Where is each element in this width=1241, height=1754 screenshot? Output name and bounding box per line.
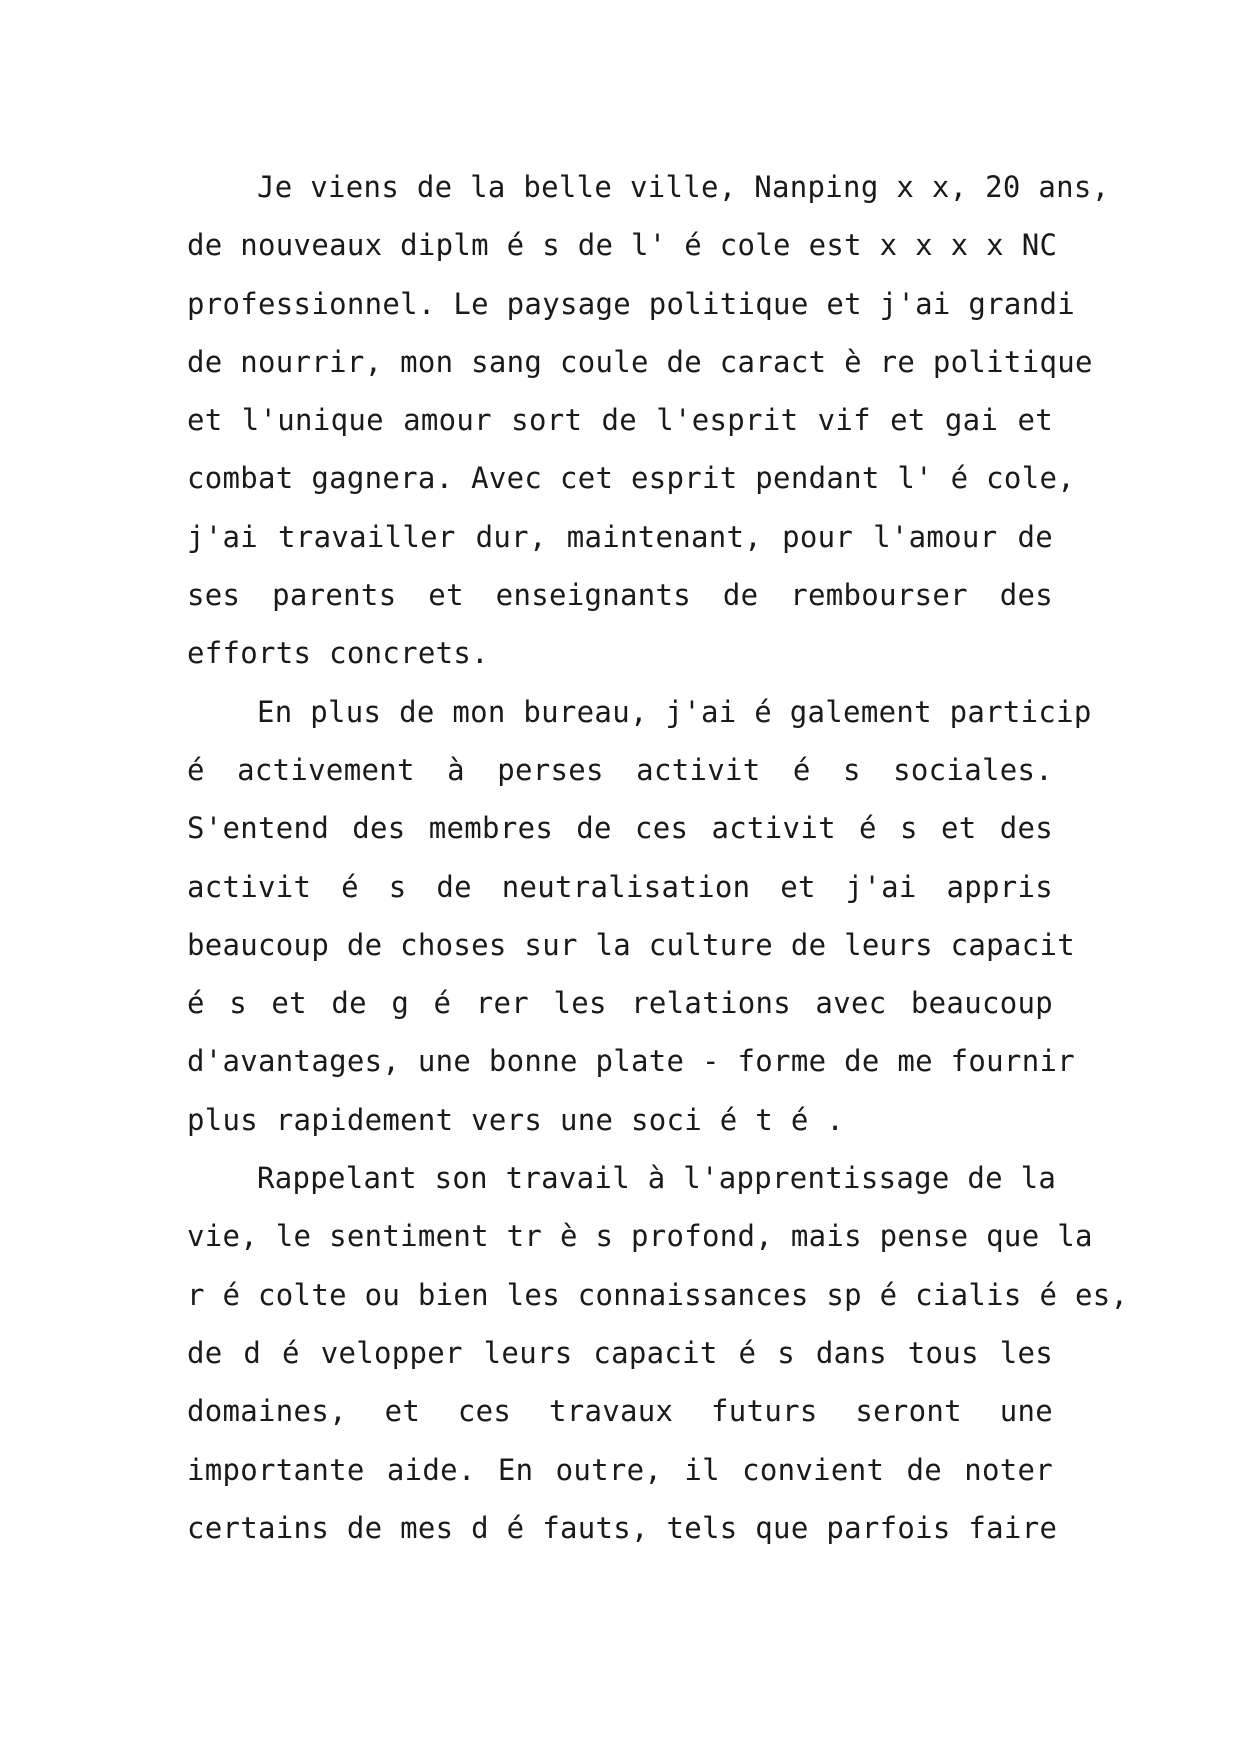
paragraph-3-line-7: certains de mes d é fauts, tels que parfois faire [187,1510,1058,1545]
paragraph-2-line-6: é s et de g é rer les relations avec beaucoup [187,986,1053,1021]
document-body [187,158,1129,1557]
paragraph-3-line-3: r é colte ou bien les connaissances sp é cialis é es, [187,1277,1129,1312]
paragraph-2-line-2: é activement à perses activit é s sociales. [187,752,1053,787]
paragraph-1-line-9: efforts concrets. [187,636,489,671]
paragraph-3-line-4: de d é velopper leurs capacit é s dans tous les [187,1335,1053,1370]
paragraph-1-line-1: Je viens de la belle ville, Nanping x x, 20 ans, [257,170,1110,204]
paragraph-2-line-7: d'avantages, une bonne plate - forme de me fournir [187,1044,1075,1079]
paragraph-3-line-2: vie, le sentiment tr è s profond, mais pense que la [187,1219,1093,1254]
paragraph-1-line-6: combat gagnera. Avec cet esprit pendant l' é cole, [187,461,1075,496]
paragraph-1-line-5: et l'unique amour sort de l'esprit vif et gai et [187,403,1053,438]
paragraph-1-line-2: de nouveaux diplm é s de l' é cole est x x x x NC [187,228,1058,263]
paragraph-1-line-4: de nourrir, mon sang coule de caract è re politique [187,344,1093,379]
paragraph-3-line-1: Rappelant son travail à l'apprentissage de la [257,1161,1057,1196]
paragraph-2-line-1: En plus de mon bureau, j'ai é galement particip [257,694,1092,729]
paragraph-1-line-7: j'ai travailler dur, maintenant, pour l'amour de [187,519,1053,554]
paragraph-2-line-4: activit é s de neutralisation et j'ai appris [187,869,1053,904]
paragraph-2-line-5: beaucoup de choses sur la culture de leurs capacit [187,927,1075,962]
paragraph-2-line-8: plus rapidement vers une soci é t é . [187,1102,845,1137]
paragraph-3-line-6: importante aide. En outre, il convient de noter [187,1452,1053,1487]
paragraph-3-line-5: domaines, et ces travaux futurs seront une [187,1394,1053,1429]
paragraph-1-line-8: ses parents et enseignants de rembourser des [187,578,1053,613]
paragraph-1-line-3: professionnel. Le paysage politique et j'ai grandi [187,286,1075,321]
paragraph-2-line-3: S'entend des membres de ces activit é s et des [187,811,1053,846]
